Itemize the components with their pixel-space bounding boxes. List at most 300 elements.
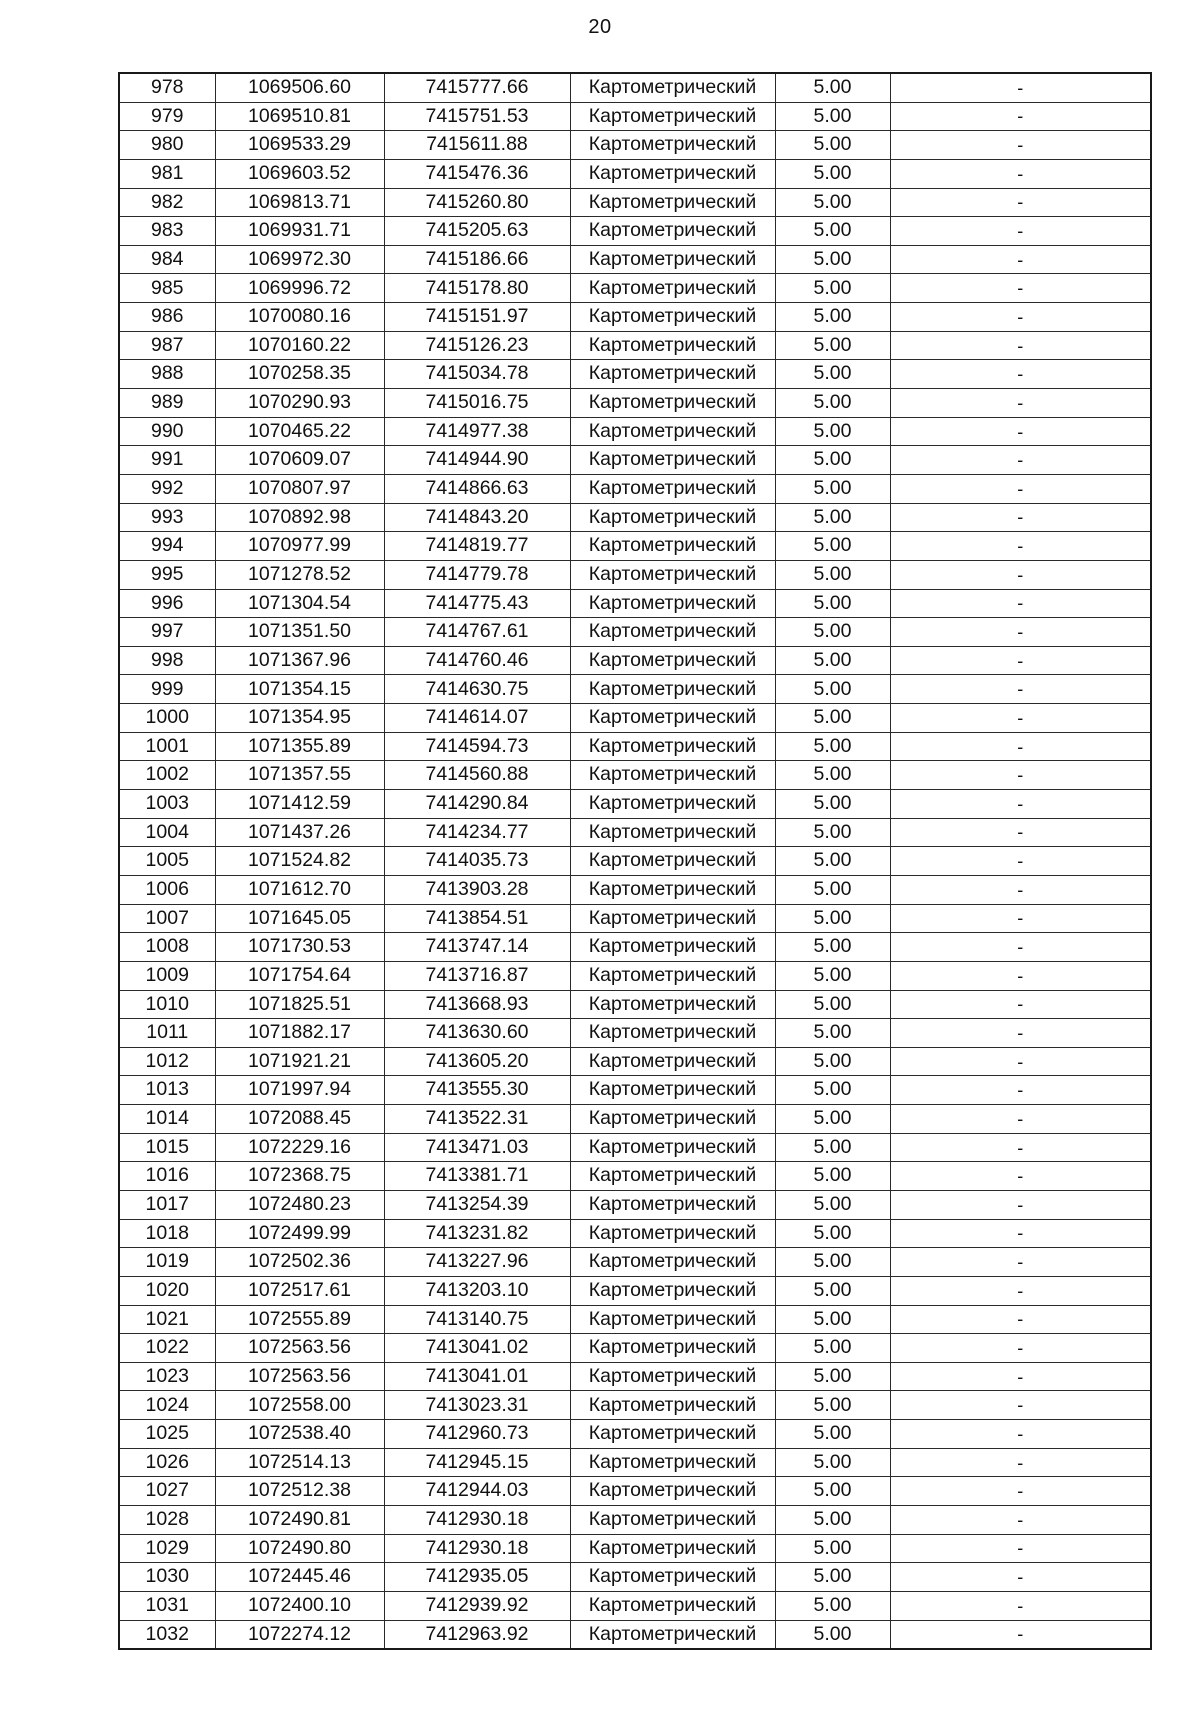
accuracy-cell: 5.00 — [775, 1133, 890, 1162]
x-coordinate-cell: 1069510.81 — [215, 102, 384, 131]
y-coordinate-cell: 7413668.93 — [384, 990, 570, 1019]
point-number-cell: 1003 — [119, 790, 215, 819]
point-number-cell: 1024 — [119, 1391, 215, 1420]
point-number-cell: 1000 — [119, 704, 215, 733]
y-coordinate-cell: 7415476.36 — [384, 159, 570, 188]
method-cell: Картометрический — [570, 646, 775, 675]
note-cell: - — [890, 790, 1151, 819]
method-cell: Картометрический — [570, 1334, 775, 1363]
coordinates-table — [118, 72, 1152, 1650]
table-row — [119, 1362, 1151, 1391]
x-coordinate-cell: 1069996.72 — [215, 274, 384, 303]
method-cell: Картометрический — [570, 732, 775, 761]
y-coordinate-cell: 7415611.88 — [384, 131, 570, 160]
note-cell: - — [890, 646, 1151, 675]
method-cell: Картометрический — [570, 1190, 775, 1219]
note-cell: - — [890, 732, 1151, 761]
note-cell: - — [890, 761, 1151, 790]
x-coordinate-cell: 1069506.60 — [215, 73, 384, 102]
method-cell: Картометрический — [570, 102, 775, 131]
note-cell: - — [890, 1019, 1151, 1048]
table-row — [119, 1047, 1151, 1076]
method-cell: Картометрический — [570, 1362, 775, 1391]
table-row — [119, 1563, 1151, 1592]
accuracy-cell: 5.00 — [775, 474, 890, 503]
accuracy-cell: 5.00 — [775, 875, 890, 904]
x-coordinate-cell: 1071524.82 — [215, 847, 384, 876]
table-row — [119, 73, 1151, 102]
x-coordinate-cell: 1071921.21 — [215, 1047, 384, 1076]
accuracy-cell: 5.00 — [775, 847, 890, 876]
note-cell: - — [890, 274, 1151, 303]
method-cell: Картометрический — [570, 1047, 775, 1076]
accuracy-cell: 5.00 — [775, 1305, 890, 1334]
note-cell: - — [890, 1534, 1151, 1563]
table-row — [119, 1591, 1151, 1620]
y-coordinate-cell: 7414779.78 — [384, 560, 570, 589]
accuracy-cell: 5.00 — [775, 1276, 890, 1305]
note-cell: - — [890, 1620, 1151, 1649]
x-coordinate-cell: 1071351.50 — [215, 618, 384, 647]
accuracy-cell: 5.00 — [775, 1076, 890, 1105]
accuracy-cell: 5.00 — [775, 1391, 890, 1420]
table-row — [119, 990, 1151, 1019]
method-cell: Картометрический — [570, 675, 775, 704]
table-row — [119, 1391, 1151, 1420]
point-number-cell: 994 — [119, 532, 215, 561]
accuracy-cell: 5.00 — [775, 1477, 890, 1506]
point-number-cell: 1025 — [119, 1420, 215, 1449]
point-number-cell: 1007 — [119, 904, 215, 933]
x-coordinate-cell: 1071437.26 — [215, 818, 384, 847]
x-coordinate-cell: 1072368.75 — [215, 1162, 384, 1191]
note-cell: - — [890, 990, 1151, 1019]
y-coordinate-cell: 7413605.20 — [384, 1047, 570, 1076]
y-coordinate-cell: 7415186.66 — [384, 245, 570, 274]
note-cell: - — [890, 1305, 1151, 1334]
method-cell: Картометрический — [570, 389, 775, 418]
table-row — [119, 1448, 1151, 1477]
y-coordinate-cell: 7414866.63 — [384, 474, 570, 503]
method-cell: Картометрический — [570, 818, 775, 847]
table-row — [119, 1133, 1151, 1162]
y-coordinate-cell: 7413140.75 — [384, 1305, 570, 1334]
point-number-cell: 996 — [119, 589, 215, 618]
method-cell: Картометрический — [570, 704, 775, 733]
accuracy-cell: 5.00 — [775, 73, 890, 102]
method-cell: Картометрический — [570, 1506, 775, 1535]
y-coordinate-cell: 7414234.77 — [384, 818, 570, 847]
y-coordinate-cell: 7412944.03 — [384, 1477, 570, 1506]
note-cell: - — [890, 131, 1151, 160]
accuracy-cell: 5.00 — [775, 1047, 890, 1076]
point-number-cell: 986 — [119, 303, 215, 332]
method-cell: Картометрический — [570, 961, 775, 990]
note-cell: - — [890, 1162, 1151, 1191]
accuracy-cell: 5.00 — [775, 131, 890, 160]
y-coordinate-cell: 7414843.20 — [384, 503, 570, 532]
x-coordinate-cell: 1071278.52 — [215, 560, 384, 589]
note-cell: - — [890, 532, 1151, 561]
method-cell: Картометрический — [570, 188, 775, 217]
point-number-cell: 981 — [119, 159, 215, 188]
note-cell: - — [890, 1219, 1151, 1248]
accuracy-cell: 5.00 — [775, 961, 890, 990]
x-coordinate-cell: 1070160.22 — [215, 331, 384, 360]
y-coordinate-cell: 7415016.75 — [384, 389, 570, 418]
y-coordinate-cell: 7414594.73 — [384, 732, 570, 761]
point-number-cell: 982 — [119, 188, 215, 217]
table-row — [119, 360, 1151, 389]
accuracy-cell: 5.00 — [775, 274, 890, 303]
method-cell: Картометрический — [570, 1133, 775, 1162]
y-coordinate-cell: 7415178.80 — [384, 274, 570, 303]
table-row — [119, 589, 1151, 618]
point-number-cell: 1022 — [119, 1334, 215, 1363]
point-number-cell: 1011 — [119, 1019, 215, 1048]
note-cell: - — [890, 589, 1151, 618]
table-row — [119, 961, 1151, 990]
y-coordinate-cell: 7412935.05 — [384, 1563, 570, 1592]
accuracy-cell: 5.00 — [775, 331, 890, 360]
x-coordinate-cell: 1069972.30 — [215, 245, 384, 274]
point-number-cell: 983 — [119, 217, 215, 246]
table-row — [119, 532, 1151, 561]
table-row — [119, 1276, 1151, 1305]
note-cell: - — [890, 303, 1151, 332]
y-coordinate-cell: 7412930.18 — [384, 1506, 570, 1535]
x-coordinate-cell: 1072088.45 — [215, 1105, 384, 1134]
note-cell: - — [890, 1047, 1151, 1076]
x-coordinate-cell: 1072517.61 — [215, 1276, 384, 1305]
x-coordinate-cell: 1069813.71 — [215, 188, 384, 217]
table-row — [119, 303, 1151, 332]
y-coordinate-cell: 7415205.63 — [384, 217, 570, 246]
point-number-cell: 997 — [119, 618, 215, 647]
y-coordinate-cell: 7414760.46 — [384, 646, 570, 675]
method-cell: Картометрический — [570, 1534, 775, 1563]
method-cell: Картометрический — [570, 1477, 775, 1506]
note-cell: - — [890, 1506, 1151, 1535]
y-coordinate-cell: 7414614.07 — [384, 704, 570, 733]
point-number-cell: 1012 — [119, 1047, 215, 1076]
method-cell: Картометрический — [570, 417, 775, 446]
x-coordinate-cell: 1072558.00 — [215, 1391, 384, 1420]
table-row — [119, 1305, 1151, 1334]
accuracy-cell: 5.00 — [775, 933, 890, 962]
y-coordinate-cell: 7415034.78 — [384, 360, 570, 389]
accuracy-cell: 5.00 — [775, 646, 890, 675]
y-coordinate-cell: 7413227.96 — [384, 1248, 570, 1277]
note-cell: - — [890, 1362, 1151, 1391]
point-number-cell: 1023 — [119, 1362, 215, 1391]
accuracy-cell: 5.00 — [775, 217, 890, 246]
y-coordinate-cell: 7412960.73 — [384, 1420, 570, 1449]
point-number-cell: 1028 — [119, 1506, 215, 1535]
note-cell: - — [890, 474, 1151, 503]
x-coordinate-cell: 1071412.59 — [215, 790, 384, 819]
x-coordinate-cell: 1070892.98 — [215, 503, 384, 532]
x-coordinate-cell: 1071612.70 — [215, 875, 384, 904]
point-number-cell: 1009 — [119, 961, 215, 990]
x-coordinate-cell: 1070080.16 — [215, 303, 384, 332]
point-number-cell: 1013 — [119, 1076, 215, 1105]
x-coordinate-cell: 1070609.07 — [215, 446, 384, 475]
point-number-cell: 1015 — [119, 1133, 215, 1162]
x-coordinate-cell: 1072499.99 — [215, 1219, 384, 1248]
table-row — [119, 331, 1151, 360]
x-coordinate-cell: 1072563.56 — [215, 1334, 384, 1363]
table-row — [119, 417, 1151, 446]
method-cell: Картометрический — [570, 1448, 775, 1477]
point-number-cell: 987 — [119, 331, 215, 360]
method-cell: Картометрический — [570, 1591, 775, 1620]
point-number-cell: 989 — [119, 389, 215, 418]
method-cell: Картометрический — [570, 1420, 775, 1449]
y-coordinate-cell: 7412930.18 — [384, 1534, 570, 1563]
method-cell: Картометрический — [570, 274, 775, 303]
accuracy-cell: 5.00 — [775, 188, 890, 217]
x-coordinate-cell: 1071367.96 — [215, 646, 384, 675]
method-cell: Картометрический — [570, 933, 775, 962]
x-coordinate-cell: 1071355.89 — [215, 732, 384, 761]
method-cell: Картометрический — [570, 1219, 775, 1248]
note-cell: - — [890, 618, 1151, 647]
accuracy-cell: 5.00 — [775, 704, 890, 733]
note-cell: - — [890, 446, 1151, 475]
table-row — [119, 1420, 1151, 1449]
method-cell: Картометрический — [570, 1076, 775, 1105]
x-coordinate-cell: 1071304.54 — [215, 589, 384, 618]
y-coordinate-cell: 7413471.03 — [384, 1133, 570, 1162]
note-cell: - — [890, 1334, 1151, 1363]
y-coordinate-cell: 7415260.80 — [384, 188, 570, 217]
point-number-cell: 995 — [119, 560, 215, 589]
y-coordinate-cell: 7413747.14 — [384, 933, 570, 962]
x-coordinate-cell: 1072490.81 — [215, 1506, 384, 1535]
x-coordinate-cell: 1071354.95 — [215, 704, 384, 733]
point-number-cell: 993 — [119, 503, 215, 532]
accuracy-cell: 5.00 — [775, 245, 890, 274]
table-row — [119, 933, 1151, 962]
method-cell: Картометрический — [570, 875, 775, 904]
x-coordinate-cell: 1070807.97 — [215, 474, 384, 503]
method-cell: Картометрический — [570, 1305, 775, 1334]
y-coordinate-cell: 7415151.97 — [384, 303, 570, 332]
point-number-cell: 1032 — [119, 1620, 215, 1649]
note-cell: - — [890, 1563, 1151, 1592]
point-number-cell: 988 — [119, 360, 215, 389]
point-number-cell: 985 — [119, 274, 215, 303]
accuracy-cell: 5.00 — [775, 618, 890, 647]
table-row — [119, 618, 1151, 647]
accuracy-cell: 5.00 — [775, 1620, 890, 1649]
accuracy-cell: 5.00 — [775, 1334, 890, 1363]
note-cell: - — [890, 961, 1151, 990]
y-coordinate-cell: 7413716.87 — [384, 961, 570, 990]
note-cell: - — [890, 503, 1151, 532]
table-row — [119, 1506, 1151, 1535]
note-cell: - — [890, 102, 1151, 131]
note-cell: - — [890, 1276, 1151, 1305]
table-row — [119, 847, 1151, 876]
x-coordinate-cell: 1071825.51 — [215, 990, 384, 1019]
note-cell: - — [890, 1105, 1151, 1134]
y-coordinate-cell: 7413522.31 — [384, 1105, 570, 1134]
x-coordinate-cell: 1072490.80 — [215, 1534, 384, 1563]
accuracy-cell: 5.00 — [775, 532, 890, 561]
x-coordinate-cell: 1071730.53 — [215, 933, 384, 962]
y-coordinate-cell: 7413041.01 — [384, 1362, 570, 1391]
method-cell: Картометрический — [570, 1391, 775, 1420]
note-cell: - — [890, 417, 1151, 446]
point-number-cell: 1030 — [119, 1563, 215, 1592]
table-row — [119, 159, 1151, 188]
y-coordinate-cell: 7413555.30 — [384, 1076, 570, 1105]
table-row — [119, 875, 1151, 904]
accuracy-cell: 5.00 — [775, 761, 890, 790]
y-coordinate-cell: 7413854.51 — [384, 904, 570, 933]
note-cell: - — [890, 704, 1151, 733]
y-coordinate-cell: 7413254.39 — [384, 1190, 570, 1219]
method-cell: Картометрический — [570, 360, 775, 389]
accuracy-cell: 5.00 — [775, 1162, 890, 1191]
point-number-cell: 1020 — [119, 1276, 215, 1305]
x-coordinate-cell: 1072445.46 — [215, 1563, 384, 1592]
point-number-cell: 979 — [119, 102, 215, 131]
point-number-cell: 1019 — [119, 1248, 215, 1277]
accuracy-cell: 5.00 — [775, 1448, 890, 1477]
y-coordinate-cell: 7412939.92 — [384, 1591, 570, 1620]
table-row — [119, 1105, 1151, 1134]
accuracy-cell: 5.00 — [775, 417, 890, 446]
x-coordinate-cell: 1072563.56 — [215, 1362, 384, 1391]
method-cell: Картометрический — [570, 1105, 775, 1134]
method-cell: Картометрический — [570, 1276, 775, 1305]
point-number-cell: 998 — [119, 646, 215, 675]
y-coordinate-cell: 7412963.92 — [384, 1620, 570, 1649]
y-coordinate-cell: 7414290.84 — [384, 790, 570, 819]
table-row — [119, 217, 1151, 246]
x-coordinate-cell: 1072555.89 — [215, 1305, 384, 1334]
table-row — [119, 1477, 1151, 1506]
x-coordinate-cell: 1072502.36 — [215, 1248, 384, 1277]
y-coordinate-cell: 7414560.88 — [384, 761, 570, 790]
method-cell: Картометрический — [570, 1620, 775, 1649]
method-cell: Картометрический — [570, 532, 775, 561]
method-cell: Картометрический — [570, 73, 775, 102]
note-cell: - — [890, 1448, 1151, 1477]
method-cell: Картометрический — [570, 1563, 775, 1592]
note-cell: - — [890, 904, 1151, 933]
point-number-cell: 999 — [119, 675, 215, 704]
accuracy-cell: 5.00 — [775, 1190, 890, 1219]
point-number-cell: 984 — [119, 245, 215, 274]
point-number-cell: 1001 — [119, 732, 215, 761]
note-cell: - — [890, 560, 1151, 589]
table-row — [119, 274, 1151, 303]
table-row — [119, 1019, 1151, 1048]
note-cell: - — [890, 1076, 1151, 1105]
method-cell: Картометрический — [570, 303, 775, 332]
method-cell: Картометрический — [570, 245, 775, 274]
method-cell: Картометрический — [570, 589, 775, 618]
x-coordinate-cell: 1070290.93 — [215, 389, 384, 418]
accuracy-cell: 5.00 — [775, 446, 890, 475]
note-cell: - — [890, 875, 1151, 904]
table-row — [119, 474, 1151, 503]
table-row — [119, 761, 1151, 790]
x-coordinate-cell: 1071354.15 — [215, 675, 384, 704]
table-row — [119, 646, 1151, 675]
method-cell: Картометрический — [570, 474, 775, 503]
method-cell: Картометрический — [570, 131, 775, 160]
note-cell: - — [890, 675, 1151, 704]
table-row — [119, 732, 1151, 761]
accuracy-cell: 5.00 — [775, 1019, 890, 1048]
table-row — [119, 503, 1151, 532]
note-cell: - — [890, 1248, 1151, 1277]
y-coordinate-cell: 7413381.71 — [384, 1162, 570, 1191]
x-coordinate-cell: 1072480.23 — [215, 1190, 384, 1219]
accuracy-cell: 5.00 — [775, 1591, 890, 1620]
y-coordinate-cell: 7415777.66 — [384, 73, 570, 102]
method-cell: Картометрический — [570, 503, 775, 532]
y-coordinate-cell: 7413231.82 — [384, 1219, 570, 1248]
y-coordinate-cell: 7414630.75 — [384, 675, 570, 704]
point-number-cell: 1021 — [119, 1305, 215, 1334]
accuracy-cell: 5.00 — [775, 675, 890, 704]
point-number-cell: 978 — [119, 73, 215, 102]
accuracy-cell: 5.00 — [775, 589, 890, 618]
accuracy-cell: 5.00 — [775, 1248, 890, 1277]
x-coordinate-cell: 1071882.17 — [215, 1019, 384, 1048]
point-number-cell: 1016 — [119, 1162, 215, 1191]
note-cell: - — [890, 1420, 1151, 1449]
point-number-cell: 1008 — [119, 933, 215, 962]
note-cell: - — [890, 847, 1151, 876]
table-row — [119, 1248, 1151, 1277]
point-number-cell: 1018 — [119, 1219, 215, 1248]
accuracy-cell: 5.00 — [775, 303, 890, 332]
accuracy-cell: 5.00 — [775, 1563, 890, 1592]
accuracy-cell: 5.00 — [775, 102, 890, 131]
x-coordinate-cell: 1069603.52 — [215, 159, 384, 188]
table-row — [119, 1190, 1151, 1219]
note-cell: - — [890, 389, 1151, 418]
point-number-cell: 1026 — [119, 1448, 215, 1477]
point-number-cell: 1031 — [119, 1591, 215, 1620]
coordinates-table-body — [119, 73, 1151, 1649]
accuracy-cell: 5.00 — [775, 1219, 890, 1248]
y-coordinate-cell: 7413903.28 — [384, 875, 570, 904]
x-coordinate-cell: 1071997.94 — [215, 1076, 384, 1105]
note-cell: - — [890, 1391, 1151, 1420]
x-coordinate-cell: 1070465.22 — [215, 417, 384, 446]
table-row — [119, 675, 1151, 704]
method-cell: Картометрический — [570, 790, 775, 819]
y-coordinate-cell: 7414035.73 — [384, 847, 570, 876]
point-number-cell: 1010 — [119, 990, 215, 1019]
accuracy-cell: 5.00 — [775, 818, 890, 847]
x-coordinate-cell: 1072274.12 — [215, 1620, 384, 1649]
point-number-cell: 1006 — [119, 875, 215, 904]
x-coordinate-cell: 1070258.35 — [215, 360, 384, 389]
table-row — [119, 446, 1151, 475]
method-cell: Картометрический — [570, 618, 775, 647]
note-cell: - — [890, 1190, 1151, 1219]
method-cell: Картометрический — [570, 446, 775, 475]
